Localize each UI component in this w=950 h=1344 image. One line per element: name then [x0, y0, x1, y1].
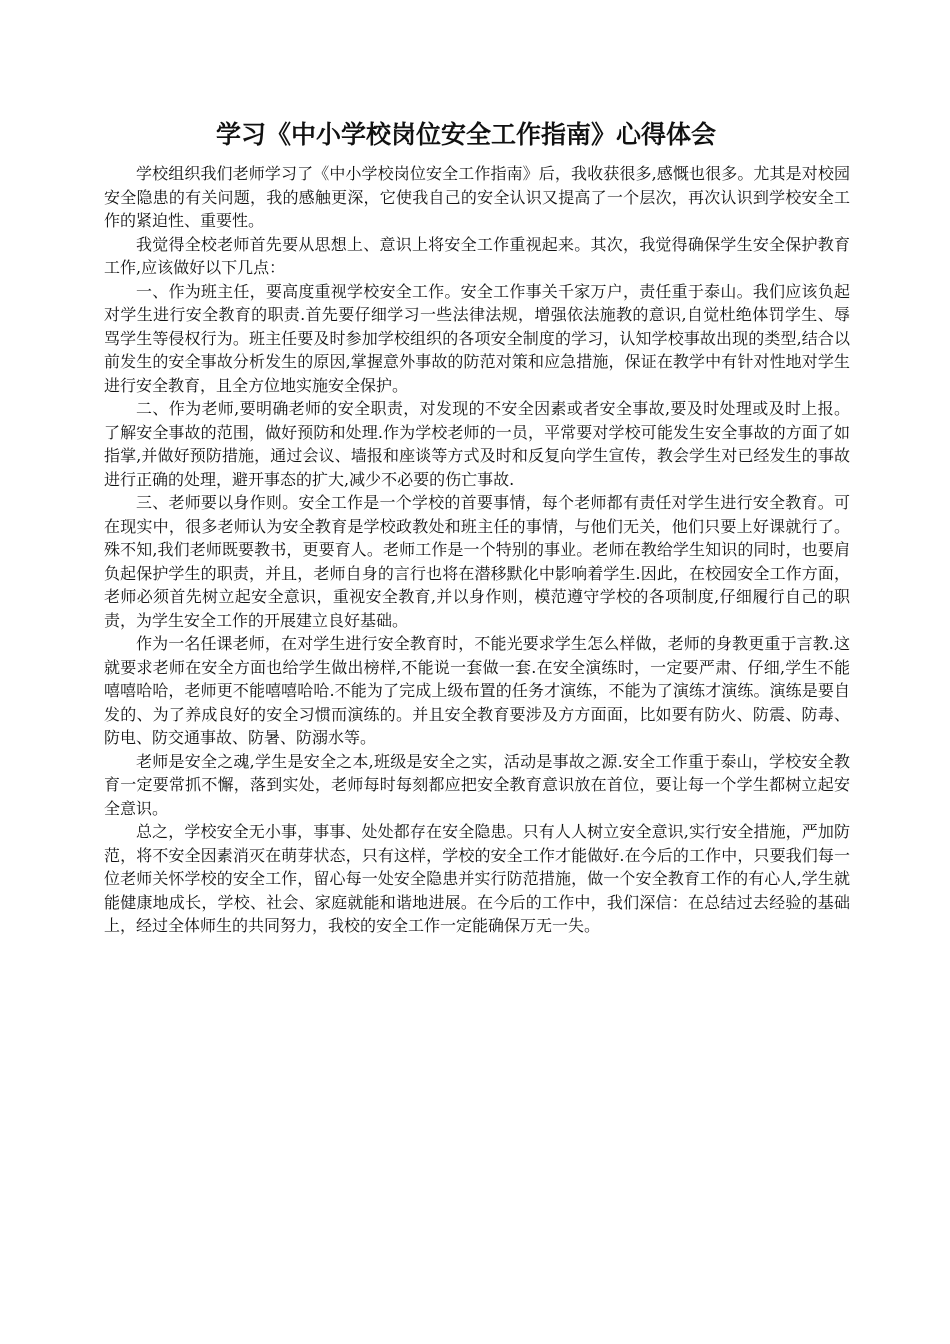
paragraph-4: 二、作为老师,要明确老师的安全职责，对发现的不安全因素或者安全事故,要及时处理或及时上报。 了解安全事故的范围，做好预防和处理.作为学校老师的一员，平常要对学校可能发生安全事故的方面了如指掌,并做好预防措施，通过会议、墙报和座谈等方式及时和反复向学生宣传，教会学生对已经发生的事故进行正确的处理，避开事态的扩大,减少不必要的伤亡事故. [104, 399, 850, 489]
paragraph-5: 三、老师要以身作则。安全工作是一个学校的首要事情，每个老师都有责任对学生进行安全教育。可在现实中，很多老师认为安全教育是学校政教处和班主任的事情，与他们无关，他们只要上好课就行了。殊不知,我们老师既要教书，更要育人。老师工作是一个特别的事业。老师在教给学生知识的同时，也要肩负起保护学生的职责，并且，老师自身的言行也将在潜移默化中影响着学生.因此，在校园安全工作方面，老师必须首先树立起安全意识，重视安全教育,并以身作则，模范遵守学校的各项制度,仔细履行自己的职责，为学生安全工作的开展建立良好基础。 [104, 493, 850, 630]
paragraph-2: 我觉得全校老师首先要从思想上、意识上将安全工作重视起来。其次，我觉得确保学生安全保护教育工作,应该做好以下几点： [104, 234, 850, 277]
document-page [104, 114, 850, 938]
paragraph-6: 作为一名任课老师，在对学生进行安全教育时，不能光要求学生怎么样做，老师的身教更重于言教.这就要求老师在安全方面也给学生做出榜样,不能说一套做一套.在安全演练时，一定要严肃、仔细,学生不能嘻嘻哈哈，老师更不能嘻嘻哈哈.不能为了完成上级布置的任务才演练，不能为了演练才演练。演练是要自发的、为了养成良好的安全习惯而演练的。并且安全教育要涉及方方面面，比如要有防火、防震、防毒、防电、防交通事故、防暑、防溺水等。 [104, 634, 850, 747]
document-body [104, 162, 850, 938]
paragraph-3: 一、作为班主任，要高度重视学校安全工作。安全工作事关千家万户，责任重于泰山。我们应该负起对学生进行安全教育的职责.首先要仔细学习一些法律法规，增强依法施教的意识,自觉杜绝体罚学生、辱骂学生等侵权行为。班主任要及时参加学校组织的各项安全制度的学习，认知学校事故出现的类型,结合以前发生的安全事故分析发生的原因,掌握意外事故的防范对策和应急措施，保证在教学中有针对性地对学生进行安全教育，且全方位地实施安全保护。 [104, 281, 850, 395]
document-title: 学习《中小学校岗位安全工作指南》心得体会 [216, 120, 717, 149]
paragraph-1: 学校组织我们老师学习了《中小学校岗位安全工作指南》后，我收获很多,感慨也很多。尤其是对校园安全隐患的有关问题，我的感触更深，它使我自己的安全认识又提高了一个层次，再次认识到学校安全工作的紧迫性、重要性。 [104, 164, 850, 230]
paragraph-8: 总之，学校安全无小事，事事、处处都存在安全隐患。只有人人树立安全意识,实行安全措施，严加防范，将不安全因素消灭在萌芽状态，只有这样，学校的安全工作才能做好.在今后的工作中，只要我们每一位老师关怀学校的安全工作，留心每一处安全隐患并实行防范措施，做一个安全教育工作的有心人,学生就能健康地成长，学校、社会、家庭就能和谐地进展。在今后的工作中，我们深信：在总结过去经验的基础上，经过全体师生的共同努力，我校的安全工作一定能确保万无一失。 [104, 822, 850, 935]
paragraph-7: 老师是安全之魂,学生是安全之本,班级是安全之实，活动是事故之源.安全工作重于泰山，学校安全教育一定要常抓不懈，落到实处，老师每时每刻都应把安全教育意识放在首位，要让每一个学生都树立起安全意识。 [104, 751, 850, 818]
